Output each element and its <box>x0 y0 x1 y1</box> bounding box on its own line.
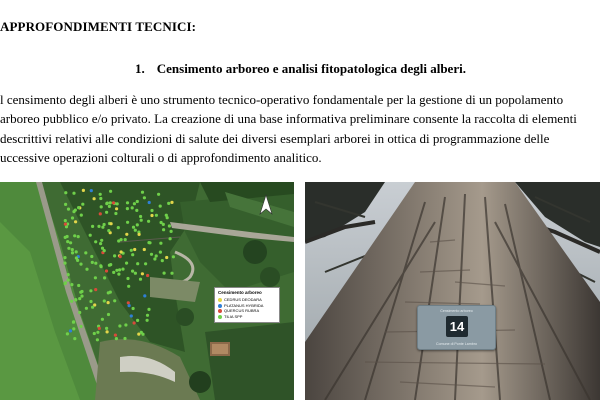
tree-marker <box>99 193 102 196</box>
tree-marker <box>94 262 97 265</box>
tree-marker <box>146 319 149 322</box>
tree-marker <box>124 323 127 326</box>
tree-marker <box>63 256 66 259</box>
tree-marker <box>168 224 171 227</box>
tree-marker <box>117 239 120 242</box>
paragraph-line: uccessive operazioni colturali o di approfondimento analitico. <box>0 149 322 165</box>
tree-marker <box>155 254 158 257</box>
tree-marker <box>117 226 120 229</box>
tree-marker <box>140 331 143 334</box>
tree-marker <box>67 273 70 276</box>
tree-marker <box>107 291 110 294</box>
tree-marker <box>73 234 76 237</box>
tree-marker <box>147 220 150 223</box>
tree-marker <box>167 202 170 205</box>
tree-marker <box>144 262 147 265</box>
tree-marker <box>172 255 175 258</box>
tree-marker <box>73 337 76 340</box>
tree-marker <box>64 203 67 206</box>
section-subheading <box>135 61 466 77</box>
tree-marker <box>99 197 102 200</box>
tree-marker <box>114 334 117 337</box>
tree-marker <box>71 248 74 251</box>
tree-marker <box>127 301 130 304</box>
tree-marker <box>139 278 142 281</box>
tree-marker <box>170 201 173 204</box>
legend-item <box>218 314 276 320</box>
tree-marker <box>150 214 153 217</box>
tree-marker <box>96 338 99 341</box>
tree-marker <box>106 330 109 333</box>
tree-marker <box>69 329 72 332</box>
tree-marker <box>118 268 121 271</box>
tree-marker <box>74 298 77 301</box>
section-heading: APPROFONDIMENTI TECNICI: <box>0 19 197 34</box>
tree-marker <box>157 193 160 196</box>
tree-marker <box>147 241 150 244</box>
tree-marker <box>109 190 112 193</box>
tree-marker <box>153 257 156 260</box>
tree-marker <box>150 253 153 256</box>
tree-marker <box>134 272 137 275</box>
tree-marker <box>141 191 144 194</box>
tree-marker <box>76 259 79 262</box>
tree-marker <box>75 250 78 253</box>
tree-marker <box>112 201 115 204</box>
tree-marker <box>126 277 129 280</box>
tree-marker <box>120 250 123 253</box>
legend-title: Censimento arboreo <box>218 290 262 295</box>
tree-marker <box>109 201 112 204</box>
aerial-census-map <box>0 182 294 400</box>
tree-marker <box>110 222 113 225</box>
tree-marker <box>136 319 139 322</box>
legend-label: PLATANUS HYBRIDA <box>224 302 264 308</box>
tree-marker <box>71 216 74 219</box>
tree-marker <box>139 215 142 218</box>
tree-marker <box>94 276 97 279</box>
tree-marker <box>107 229 110 232</box>
tree-marker <box>143 248 146 251</box>
tree-marker <box>119 255 122 258</box>
tree-marker <box>115 207 118 210</box>
tree-trunk-photo <box>305 182 600 400</box>
trunk-photo <box>305 182 600 400</box>
tree-marker <box>114 212 117 215</box>
tree-marker <box>100 205 103 208</box>
tree-marker <box>66 332 69 335</box>
tree-marker <box>127 285 130 288</box>
map-legend <box>214 287 280 323</box>
tree-marker <box>90 255 93 258</box>
tree-marker <box>133 321 136 324</box>
tree-marker <box>74 220 77 223</box>
tree-marker <box>97 225 100 228</box>
tree-marker <box>169 237 172 240</box>
tree-marker <box>125 262 128 265</box>
tree-marker <box>70 300 73 303</box>
tree-marker <box>89 300 92 303</box>
tree-marker <box>160 221 163 224</box>
tree-marker <box>131 206 134 209</box>
tree-marker <box>133 248 136 251</box>
tree-marker <box>72 192 75 195</box>
tree-marker <box>148 201 151 204</box>
tree-marker <box>131 270 134 273</box>
tree-marker <box>101 226 104 229</box>
tree-marker <box>123 337 126 340</box>
legend-swatch-icon <box>218 298 222 302</box>
tree-marker <box>69 241 72 244</box>
tree-marker <box>103 299 106 302</box>
tree-marker <box>118 324 121 327</box>
tree-marker <box>94 240 97 243</box>
tree-marker <box>162 228 165 231</box>
tree-marker <box>74 209 77 212</box>
tree-marker <box>64 236 67 239</box>
tree-marker <box>64 223 67 226</box>
tree-marker <box>108 205 111 208</box>
tree-marker <box>108 264 111 267</box>
tree-marker <box>105 211 108 214</box>
tree-marker <box>89 289 92 292</box>
subheading-number: 1. <box>135 61 145 76</box>
tree-marker <box>72 321 75 324</box>
tree-marker <box>103 276 106 279</box>
tree-marker <box>126 201 129 204</box>
tree-marker <box>93 197 96 200</box>
tree-marker <box>105 327 108 330</box>
tree-marker <box>113 299 116 302</box>
tree-marker <box>64 219 67 222</box>
tree-marker <box>100 239 103 242</box>
tree-marker <box>84 251 87 254</box>
tree-marker <box>141 272 144 275</box>
tree-marker <box>136 200 139 203</box>
tree-marker <box>78 311 81 314</box>
tree-marker <box>98 327 101 330</box>
tree-marker <box>150 209 153 212</box>
tree-marker <box>159 205 162 208</box>
tree-marker <box>140 219 143 222</box>
tree-marker <box>85 268 88 271</box>
paragraph-line: l censimento degli alberi è uno strumento tecnico-operativo fondamentale per la gestione di un popolamento <box>0 92 564 107</box>
tree-marker <box>99 212 102 215</box>
tree-number: 14 <box>446 316 468 337</box>
tree-marker <box>79 263 82 266</box>
tree-marker <box>126 207 129 210</box>
legend-label: TILIA SPP <box>224 313 243 319</box>
tree-marker <box>147 308 150 311</box>
tree-marker <box>138 233 141 236</box>
tree-marker <box>96 331 99 334</box>
tree-marker <box>91 225 94 228</box>
legend-label: CEDRUS DEODARA <box>224 297 262 302</box>
tree-marker <box>135 209 138 212</box>
tree-marker <box>159 251 162 254</box>
tree-marker <box>128 304 131 307</box>
tree-marker <box>143 196 146 199</box>
tree-marker <box>159 242 162 245</box>
tree-marker <box>64 281 67 284</box>
tree-id-tag <box>417 305 496 350</box>
tree-marker <box>121 268 124 271</box>
legend-label: QUERCUS RUBRA <box>224 308 260 314</box>
tree-marker <box>77 284 80 287</box>
tree-marker <box>130 249 133 252</box>
tree-marker <box>146 274 149 277</box>
legend-swatch-icon <box>218 315 222 319</box>
tree-marker <box>81 203 84 206</box>
tree-marker <box>80 325 83 328</box>
subheading-title: Censimento arboreo e analisi fitopatologica degli alberi. <box>156 61 466 76</box>
tree-marker <box>79 291 82 294</box>
tree-marker <box>107 313 110 316</box>
tree-marker <box>105 269 108 272</box>
tree-marker <box>67 208 70 211</box>
tree-marker <box>161 259 164 262</box>
north-arrow-icon <box>259 194 273 216</box>
tree-marker <box>71 251 74 254</box>
tree-marker <box>163 272 166 275</box>
tree-marker <box>113 254 116 257</box>
tree-marker <box>82 189 85 192</box>
tree-marker <box>91 261 94 264</box>
tree-marker <box>77 206 80 209</box>
tree-marker <box>77 235 80 238</box>
tree-marker <box>103 249 106 252</box>
tree-marker <box>134 229 137 232</box>
tree-marker <box>105 202 108 205</box>
tree-marker <box>101 318 104 321</box>
tree-marker <box>90 189 93 192</box>
tree-marker <box>85 307 88 310</box>
tree-marker <box>107 301 110 304</box>
tree-marker <box>133 202 136 205</box>
tree-marker <box>136 262 139 265</box>
tree-marker <box>132 226 135 229</box>
tree-marker <box>67 279 70 282</box>
legend-swatch-icon <box>218 309 222 313</box>
tree-marker <box>99 242 102 245</box>
tree-marker <box>166 216 169 219</box>
tree-marker <box>115 269 118 272</box>
intro-paragraph <box>0 90 600 167</box>
tree-marker <box>165 256 168 259</box>
tag-header-text: Censimento arboreo <box>440 309 473 313</box>
tree-marker <box>93 332 96 335</box>
tree-marker <box>91 306 94 309</box>
tree-marker <box>70 283 73 286</box>
tree-marker <box>117 273 120 276</box>
paragraph-line: descrittivi relativi alle condizioni di salute dei diversi esemplari arborei in ottica di programmazione delle <box>0 130 550 146</box>
tree-marker <box>143 294 146 297</box>
tree-marker <box>67 247 70 250</box>
tree-marker <box>170 272 173 275</box>
tree-marker <box>78 297 81 300</box>
tree-marker <box>80 214 83 217</box>
tree-marker <box>100 265 103 268</box>
tree-marker <box>131 253 134 256</box>
paragraph-line: arboreo pubblico e/o privato. La creazione di una base informativa preliminare consente la raccolta di elementi <box>0 111 577 127</box>
tree-marker <box>94 288 97 291</box>
tree-marker <box>124 238 127 241</box>
legend-swatch-icon <box>218 304 222 308</box>
tree-marker <box>155 214 158 217</box>
tree-marker <box>136 223 139 226</box>
tree-marker <box>89 234 92 237</box>
tree-marker <box>116 202 119 205</box>
tree-marker <box>170 230 173 233</box>
tree-marker <box>132 307 135 310</box>
tree-marker <box>64 191 67 194</box>
tree-marker <box>63 262 66 265</box>
tree-marker <box>66 240 69 243</box>
tree-marker <box>72 327 75 330</box>
tree-marker <box>112 271 115 274</box>
tree-marker <box>80 295 83 298</box>
tree-marker <box>115 337 118 340</box>
tag-footer-text: Comune di Ponte Lambro <box>436 342 477 346</box>
tree-marker <box>130 314 133 317</box>
tree-marker <box>146 314 149 317</box>
tree-marker <box>125 233 128 236</box>
tree-marker <box>126 221 129 224</box>
